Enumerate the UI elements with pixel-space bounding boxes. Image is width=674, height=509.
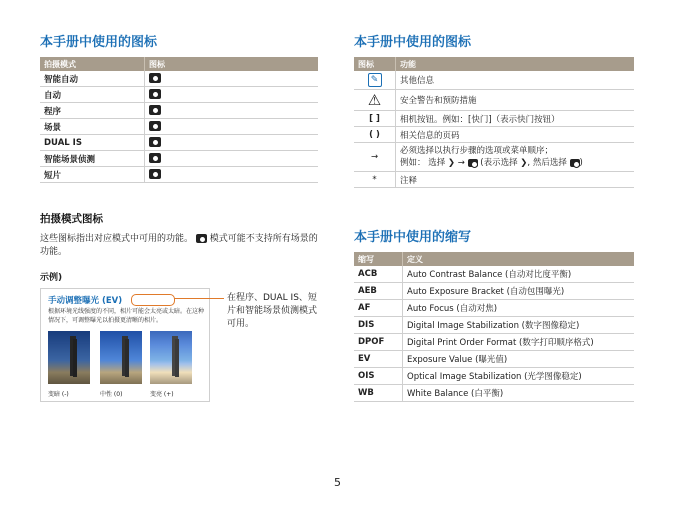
scene-icon: [149, 121, 161, 131]
mode-icons-badge: [131, 294, 175, 306]
table-row: [40, 167, 318, 183]
table-row: [354, 300, 634, 317]
caption-neutral: 中性 (0): [100, 391, 123, 398]
mode-name: 智能场景侦测: [40, 151, 145, 167]
abbr: AF: [354, 300, 403, 317]
left-section-title: 本手册中使用的图标: [40, 35, 158, 50]
asterisk-symbol: *: [354, 172, 396, 188]
definition-header: 定义: [403, 252, 635, 266]
photo-dark: [48, 331, 90, 384]
table-row: [354, 111, 634, 127]
menu-option-icon: [468, 159, 478, 167]
right-section-title: 本手册中使用的图标: [354, 35, 472, 50]
smart-scene-detect-icon: [149, 153, 161, 163]
paren-symbol: ( ): [354, 127, 396, 143]
table-row: [354, 385, 634, 402]
callout-line: [174, 298, 224, 299]
auto-camera-icon: [149, 89, 161, 99]
page-number: 5: [334, 476, 341, 489]
table-row: [354, 317, 634, 334]
definition: Digital Print Order Format (数字打印顺序格式): [403, 334, 635, 351]
function-text: 其他信息: [396, 71, 635, 90]
chevron-right-icon: ❯: [520, 158, 528, 168]
note-icon: ✎: [368, 73, 382, 87]
mode-icons-description: [40, 233, 320, 259]
example-label: 示例): [40, 273, 63, 283]
table-row: [40, 71, 318, 87]
arrow-example: 例如： 选择 ❯ → (表示选择 ❯, 然后选择 ): [400, 158, 583, 168]
table-row: [354, 172, 634, 188]
function-text: 必须选择以执行步骤的选项或菜单顺序；: [400, 146, 554, 156]
description-text-2: 模式可能不支持所有场景的功能。: [40, 234, 318, 257]
function-text: 安全警告和预防措施: [396, 90, 635, 111]
table-row: [354, 266, 634, 283]
table-row: [354, 90, 634, 111]
table-row: [354, 127, 634, 143]
abbr: WB: [354, 385, 403, 402]
smart-auto-icon: [149, 73, 161, 83]
mode-name: DUAL IS: [40, 135, 145, 151]
movie-camera-icon: [149, 169, 161, 179]
callout-text: 在程序、DUAL IS、短片和智能场景侦测模式可用。: [227, 293, 318, 329]
table-row: [354, 283, 634, 300]
abbr: DPOF: [354, 334, 403, 351]
table-row: [40, 151, 318, 167]
icon-header: 图标: [354, 57, 396, 71]
warning-icon: ⚠: [367, 90, 382, 109]
abbr-header: 缩写: [354, 252, 403, 266]
mode-name: 自动: [40, 87, 145, 103]
shooting-mode-table: [40, 57, 318, 183]
caption-bright: 变亮 (+): [150, 391, 174, 398]
icon-column-header: 图标: [145, 57, 319, 71]
icon-meaning-table: [354, 57, 634, 188]
abbreviations-table: [354, 252, 634, 402]
abbr: EV: [354, 351, 403, 368]
definition: Exposure Value (曝光值): [403, 351, 635, 368]
table-row: [40, 135, 318, 151]
description-text-1: 这些图标指出对应模式中可用的功能。: [40, 234, 194, 244]
mode-icons-heading: 拍摄模式图标: [40, 213, 103, 225]
arrow-symbol: →: [354, 143, 396, 172]
table-row: [354, 143, 634, 172]
definition: Auto Exposure Bracket (自动包围曝光): [403, 283, 635, 300]
mode-name: 程序: [40, 103, 145, 119]
scene-icon: [196, 234, 207, 243]
definition: Auto Focus (自动对焦): [403, 300, 635, 317]
example-sample-box: [40, 288, 210, 402]
menu-option-icon: [570, 159, 580, 167]
table-row: [40, 87, 318, 103]
table-row: [354, 334, 634, 351]
table-row: [354, 368, 634, 385]
chevron-right-icon: ❯: [447, 158, 456, 168]
sample-title: 手动调整曝光 (EV): [48, 296, 123, 306]
mode-column-header: 拍摄模式: [40, 57, 145, 71]
table-row: [40, 103, 318, 119]
abbr: DIS: [354, 317, 403, 334]
definition: Digital Image Stabilization (数字图像稳定): [403, 317, 635, 334]
bracket-symbol: [ ]: [354, 111, 396, 127]
photo-neutral: [100, 331, 142, 384]
abbreviations-title: 本手册中使用的缩写: [354, 230, 472, 245]
mode-name: 智能自动: [40, 71, 145, 87]
definition: Auto Contrast Balance (自动对比度平衡): [403, 266, 635, 283]
sample-text: 根据环境光线强度的不同，相片可能会太亮或太暗。在这种情况下，可调整曝光以拍摄更清晰的相片。: [48, 308, 205, 324]
dual-is-icon: [149, 137, 161, 147]
photo-bright: [150, 331, 192, 384]
caption-dark: 变暗 (-): [48, 391, 69, 398]
program-camera-icon: [149, 105, 161, 115]
function-header: 功能: [396, 57, 635, 71]
abbr: AEB: [354, 283, 403, 300]
table-row: [354, 351, 634, 368]
function-text: 注释: [396, 172, 635, 188]
function-text: 相机按钮。例如：[快门]（表示快门按钮）: [396, 111, 635, 127]
definition: Optical Image Stabilization (光学图像稳定): [403, 368, 635, 385]
table-row: [40, 119, 318, 135]
mode-name: 场景: [40, 119, 145, 135]
abbr: ACB: [354, 266, 403, 283]
definition: White Balance (白平衡): [403, 385, 635, 402]
table-row: [354, 71, 634, 90]
abbr: OIS: [354, 368, 403, 385]
mode-name: 短片: [40, 167, 145, 183]
function-text: 相关信息的页码: [396, 127, 635, 143]
